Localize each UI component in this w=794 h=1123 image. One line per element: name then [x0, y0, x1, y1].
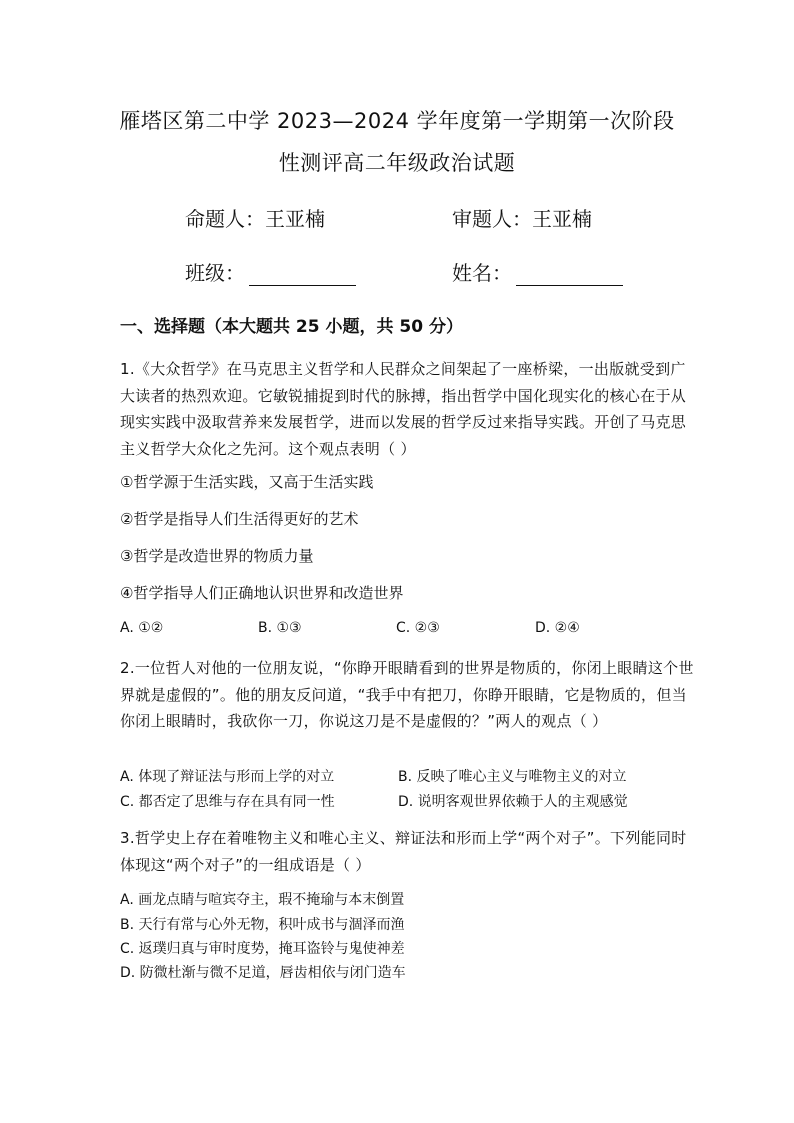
question-2-stem: 2.一位哲人对他的一位朋友说，“你睁开眼睛看到的世界是物质的，你闭上眼睛这个世界就是虚假的”。他的朋友反问道，“我手中有把刀，你睁开眼睛，它是物质的，但当你闭上眼睛时，我砍你一刀，你说这刀是不是虚假的？”两人的观点（ ） — [120, 659, 694, 730]
exam-title-line1: 雁塔区第二中学 2023—2024 学年度第一学期第一次阶段 — [119, 109, 675, 133]
class-blank — [249, 265, 356, 286]
question-3-choice-a: A. 画龙点睛与喧宾夺主，瑕不掩瑜与本末倒置 — [120, 892, 405, 908]
question-3-choice-c: C. 返璞归真与审时度势，掩耳盗铃与鬼使神差 — [120, 941, 405, 957]
question-3-choice-b: B. 天行有常与心外无物，积叶成书与涸泽而渔 — [120, 917, 405, 933]
section-heading: 一、选择题（本大题共 25 小题，共 50 分） — [120, 317, 463, 337]
name-blank — [516, 265, 623, 286]
question-3-choice-d: D. 防微杜渐与微不足道，唇齿相依与闭门造车 — [120, 965, 406, 981]
question-2-choice-a: A. 体现了辩证法与形而上学的对立 — [120, 769, 335, 785]
question-1-statement-3: ③哲学是改造世界的物质力量 — [120, 547, 314, 565]
class-field — [185, 257, 356, 286]
question-3-stem: 3.哲学史上存在着唯物主义和唯心主义、辩证法和形而上学“两个对子”。下列能同时体现这“两个对子”的一组成语是（ ） — [120, 829, 687, 874]
question-1-statement-4: ④哲学指导人们正确地认识世界和改造世界 — [120, 584, 404, 602]
question-setter: 命题人：王亚楠 — [185, 207, 325, 231]
question-1-choice-c: C. ②③ — [396, 620, 440, 636]
question-2-choice-b: B. 反映了唯心主义与唯物主义的对立 — [398, 769, 627, 785]
question-1-choice-a: A. ①② — [120, 620, 164, 636]
question-1-statement-2: ②哲学是指导人们生活得更好的艺术 — [120, 510, 359, 528]
name-field — [452, 257, 623, 286]
question-reviewer: 审题人：王亚楠 — [452, 207, 592, 231]
question-1-choice-d: D. ②④ — [535, 620, 580, 636]
exam-title-line2: 性测评高二年级政治试题 — [278, 151, 516, 175]
question-2-choice-c: C. 都否定了思维与存在具有同一性 — [120, 794, 335, 810]
question-1-stem: 1.《大众哲学》在马克思主义哲学和人民群众之间架起了一座桥梁，一出版就受到广大读者的热烈欢迎。它敏锐捕捉到时代的脉搏，指出哲学中国化现实化的核心在于从现实实践中汲取营养来发展哲学，进而以发展的哲学反过来指导实践。开创了马克思主义哲学大众化之先河。这个观点表明（ ） — [120, 360, 687, 458]
question-2-choice-d: D. 说明客观世界依赖于人的主观感觉 — [398, 794, 628, 810]
question-1-choice-b: B. ①③ — [258, 620, 302, 636]
question-1-statement-1: ①哲学源于生活实践，又高于生活实践 — [120, 473, 374, 491]
class-label: 班级： — [185, 261, 245, 285]
name-label: 姓名： — [452, 261, 512, 285]
